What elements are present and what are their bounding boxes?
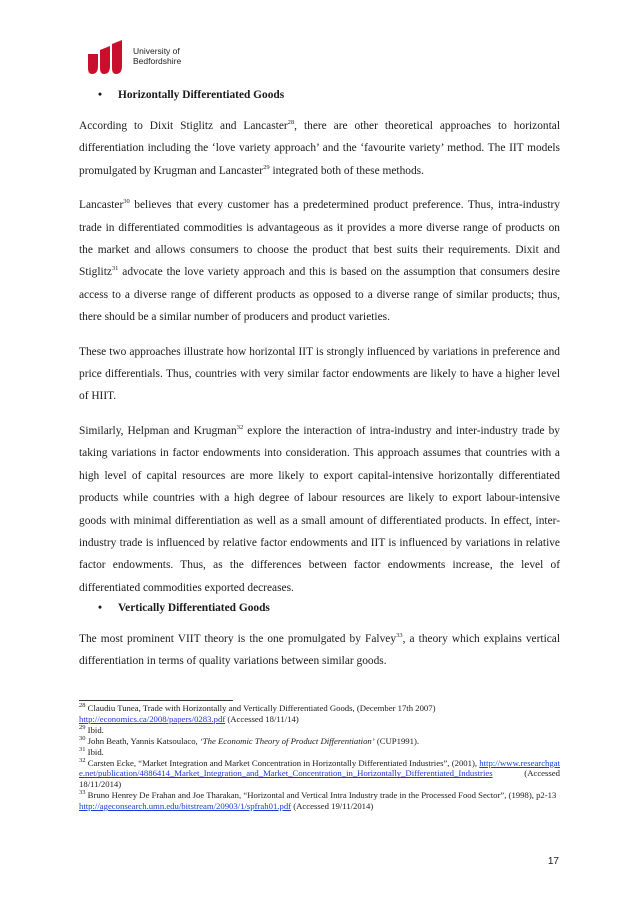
footnote-number: 28 — [79, 702, 86, 710]
footnotes — [79, 703, 560, 812]
logo-petal-3 — [112, 40, 122, 74]
text: Ibid. — [85, 746, 104, 757]
logo-petal-1 — [88, 54, 98, 74]
footnote-ref: 29 — [263, 164, 270, 172]
text: (Accessed 18/11/2014) — [79, 768, 560, 790]
page-number: 17 — [547, 856, 559, 867]
text: (Accessed 18/11/14) — [225, 713, 299, 724]
footnote-ref: 28 — [287, 119, 295, 127]
footnote-number: 29 — [79, 723, 86, 731]
paragraph — [79, 628, 560, 673]
footnote-link[interactable]: http://economics.ca/2008/papers/0283.pdf — [79, 713, 226, 724]
footnote-ref: 30 — [123, 198, 130, 206]
text: Similarly, Helpman and Krugman — [79, 424, 237, 437]
bullet-icon: • — [98, 89, 102, 101]
paragraph — [79, 115, 560, 182]
footnote-32 — [79, 758, 560, 791]
footnote-30 — [79, 736, 560, 747]
paragraph — [79, 194, 560, 328]
section-heading: Vertically Differentiated Goods — [118, 602, 270, 614]
paragraph — [79, 420, 560, 599]
text: Claudiu Tunea, Trade with Horizontally and Vertically Differentiated Goods, (December 17th 2007) — [85, 703, 436, 713]
section1-body — [79, 115, 560, 611]
text: , there are other theoretical approaches to horizontal differentiation including the ‘love variety approach’ and the ‘favourite variety’ method. The IIT models promulgated by Krugman and Lancaster — [79, 120, 560, 177]
text: Carsten Ecke, “Market Integration and Market Concentration in Horizontally Differentiated Industries”, (2001), — [85, 757, 478, 768]
footnote-link[interactable]: http://ageconsearch.umn.edu/bitstream/20903/1/spfrah01.pdf — [79, 801, 292, 812]
text: Lancaster — [79, 199, 124, 212]
footnote-29 — [79, 725, 560, 736]
section-heading: Horizontally Differentiated Goods — [118, 89, 285, 101]
footnote-number: 31 — [79, 745, 86, 753]
bullet-icon: • — [98, 602, 102, 614]
text: advocate the love variety approach and this is based on the assumption that consumers desire access to a diverse range of different products as opposed to a diverse range of similar products; thus, there should be a similar number of producers and product varieties. — [79, 266, 560, 324]
paragraph: These two approaches illustrate how horizontal IIT is strongly influenced by variations in preference and price differentials. Thus, countries with very similar factor endowments are likely to have a higher level of HIIT. — [79, 345, 560, 403]
text: (Accessed 19/11/2014) — [291, 801, 374, 812]
footnote-ref: 32 — [236, 424, 244, 432]
text: , a theory which explains vertical differentiation in terms of quality variations between similar goods. — [79, 633, 561, 668]
logo-line-1: University of — [133, 46, 180, 56]
footnote-31 — [79, 747, 560, 758]
logo-petal-2 — [100, 46, 110, 74]
text: The most prominent VIIT theory is the one promulgated by Falvey — [79, 633, 397, 645]
footnote-33 — [79, 790, 560, 812]
text: According to Dixit Stiglitz and Lancaster — [79, 120, 288, 132]
logo-wordmark — [133, 47, 181, 66]
text: John Beath, Yannis Katsoulaco, — [85, 735, 200, 746]
footnote-number: 33 — [79, 789, 86, 797]
book-title: ‘The Economic Theory of Product Differentiation’ — [199, 735, 375, 746]
footnote-number: 30 — [79, 734, 86, 742]
footnote-ref: 31 — [111, 265, 119, 273]
footnote-ref: 33 — [396, 632, 403, 640]
text: believes that every customer has a predetermined product preference. Thus, intra-industry trade in differentiated commodities is advantageous as it provides a more diverse range of products on the market and allows consumers to choose the product that best suits their requirements. Dixit and Stiglitz — [79, 199, 560, 279]
text: Bruno Henrey De Frahan and Joe Tharakan, “Horizontal and Vertical Intra Industry trade in the Processed Food Sector”, (1998), p2-13 — [85, 790, 557, 801]
footnote-link[interactable]: http://www.researchgate.net/publication/4886414_Market_Integration_and_Market_Concentration_in_Horizontally_Differentiated_Industries — [79, 757, 561, 779]
section2-body — [79, 628, 560, 685]
text: integrated both of these methods. — [269, 164, 424, 177]
text: explore the interaction of intra-industry and inter-industry trade by taking variations in factor endowments into consideration. This approach assumes that countries with a high level of capital resources are more likely to export capital-intensive horizontally differentiated products while countries with a high degree of labour resources are likely to export labour-intensive goods with minimal differentiation as well as a small amount of differentiated products. In effect, inter-industry trade is influenced by relative factor endowments and IIT is influenced by variations in relative factor endowments. Thus, as the differences between factor endowments increase, the level of differentiated commodities exported decreases. — [79, 424, 560, 594]
footnote-28 — [79, 703, 560, 725]
text: Ibid. — [85, 724, 104, 735]
footnote-number: 32 — [79, 756, 86, 764]
logo-line-2: Bedfordshire — [133, 55, 182, 66]
text: (CUP1991). — [374, 735, 420, 746]
footnote-divider — [79, 700, 233, 701]
